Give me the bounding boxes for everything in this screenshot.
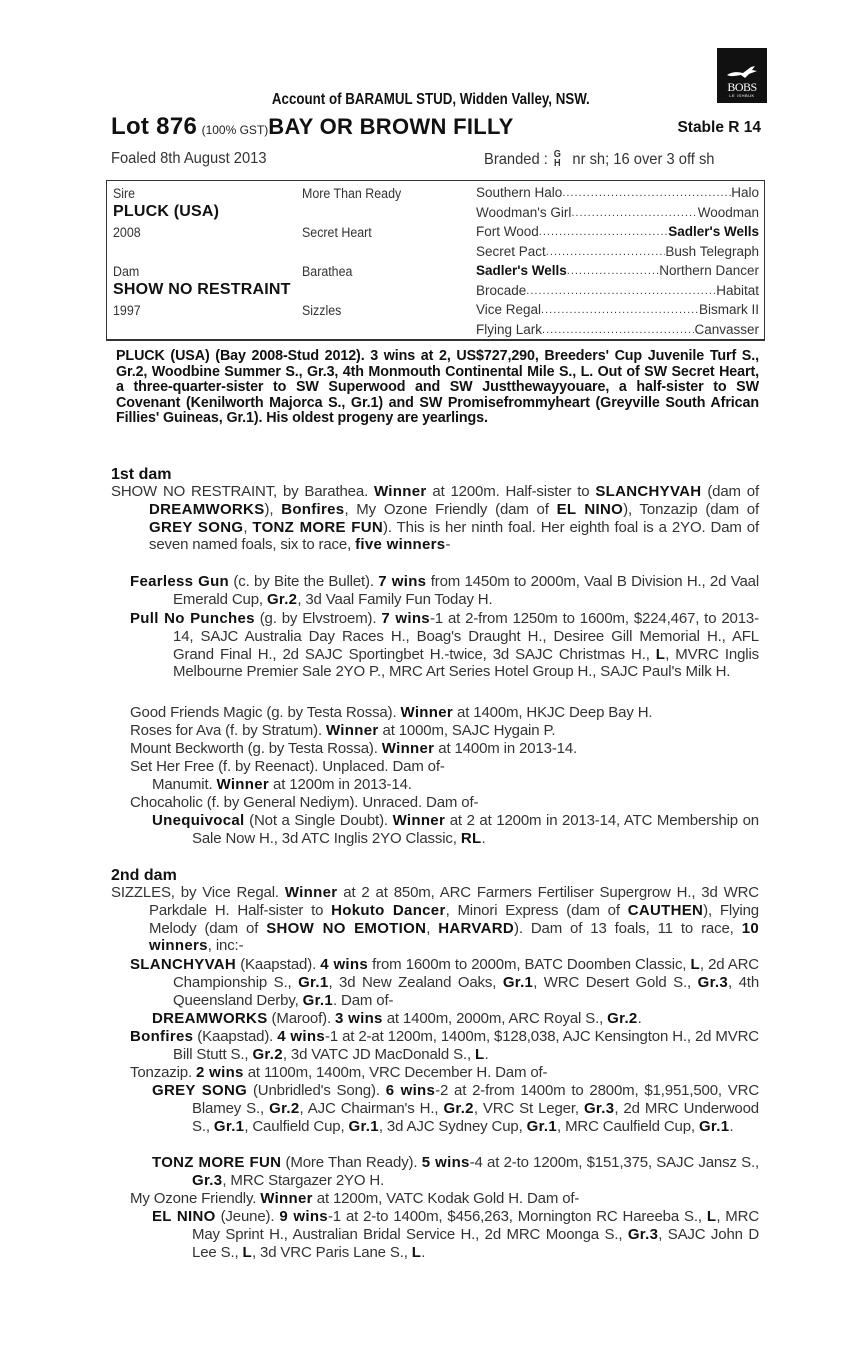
branded-label: Branded : bbox=[484, 151, 548, 168]
pedigree-table bbox=[106, 180, 765, 341]
gen3-row: Sadler's Wells ..... Northern Dancer bbox=[476, 263, 759, 278]
branded-detail: nr sh; 16 over 3 off sh bbox=[572, 151, 715, 168]
first-dam-intro: SHOW NO RESTRAINT, by Barathea. Winner at 1200m. Half-sister to SLANCHYVAH (dam of DREAMWORKS), Bonfires, My Ozone Friendly (dam of EL NINO), Tonzazip (dam of GREY SONG, TONZ MORE FUN). This is her ninth foal. Her eighth foal is a 2YO. Dam of seven named foals, six to race, five winners- bbox=[111, 483, 759, 554]
grandfoal: EL NINO (Jeune). 9 wins-1 at 2-to 1400m, $456,263, Mornington RC Hareeba S., L, MRC May Sprint H., Australian Bridal Service H., 2d MRC Moonga S., Gr.3, SAJC John D Lee S., L, 3d VRC Paris Lane S., L. bbox=[152, 1208, 760, 1261]
grandfoal: GREY SONG (Unbridled's Song). 6 wins-2 at 2-from 1400m to 2800m, $1,951,500, VRC Blamey S., Gr.2, AJC Chairman's H., Gr.2, VRC St Leger, Gr.3, 2d MRC Underwood S., Gr.1, Caulfield Cup, Gr.1, 3d AJC Sydney Cup, Gr.1, MRC Caulfield Cup, Gr.1. bbox=[152, 1082, 760, 1135]
grandfoal: Manumit. Winner at 1200m in 2013-14. bbox=[152, 776, 412, 793]
bird-icon bbox=[725, 63, 759, 81]
sire-dam: Secret Heart bbox=[302, 225, 372, 240]
lot-line bbox=[111, 113, 761, 141]
first-dam-foal: Chocaholic (f. by General Nediym). Unraced. Dam of- bbox=[130, 794, 479, 811]
gen3-row: Vice Regal ..... Bismark II bbox=[476, 302, 759, 317]
second-dam-heading: 2nd dam bbox=[111, 867, 177, 884]
vendor-account: Account of BARAMUL STUD, Widden Valley, NSW. bbox=[271, 91, 590, 108]
first-dam-foal: Mount Beckworth (g. by Testa Rossa). Winner at 1400m in 2013-14. bbox=[130, 740, 578, 757]
gen3-row: Fort Wood ..... Sadler's Wells bbox=[476, 224, 759, 239]
dam-sire: Barathea bbox=[302, 264, 353, 279]
gen3-row: Woodman's Girl ..... Woodman bbox=[476, 205, 759, 220]
dam-name: SHOW NO RESTRAINT bbox=[113, 281, 291, 298]
dam-dam: Sizzles bbox=[302, 303, 342, 318]
first-dam-foal: Good Friends Magic (g. by Testa Rossa). Winner at 1400m, HKJC Deep Bay H. bbox=[130, 704, 653, 721]
first-dam-foal: Pull No Punches (g. by Elvstroem). 7 wins-1 at 2-from 1250m to 1600m, $224,467, to 2013-14, SAJC Australia Day Races H., Boag's Draught H., Desiree Gill Memorial H., AFL Grand Final H., 2d SAJC Sportingbet H.-twice, 3d SAJC Christmas H., L, MVRC Inglis Melbourne Premier Sale 2YO P., MRC Art Series Hotel Group H., SAJC Paul's Milk H. bbox=[130, 610, 759, 681]
gen3-row: Flying Lark ..... Canvasser bbox=[476, 322, 759, 337]
second-dam-intro: SIZZLES, by Vice Regal. Winner at 2 at 850m, ARC Farmers Fertiliser Supergrow H., 3d WRC Parkdale H. Half-sister to Hokuto Dancer, Minori Express (dam of CAUTHEN), Flying Melody (dam of SHOW NO EMOTION, HARVARD). Dam of 13 foals, 11 to race, 10 winners, inc:- bbox=[111, 884, 759, 955]
first-dam-heading: 1st dam bbox=[111, 466, 172, 483]
sire-label: Sire bbox=[113, 186, 136, 201]
sire-notes: PLUCK (USA) (Bay 2008-Stud 2012). 3 wins at 2, US$727,290, Breeders' Cup Juvenile Turf S., Gr.2, Woodbine Summer S., Gr.3, 4th Monmouth Continental Mile S., L. Out of SW Secret Heart, a three-quarter-sister to SW Superwood and SW Justthewayyouare, a half-sister to SW Covenant (Kenilworth Majorca S., Gr.1) and SW Promisefrommyheart (Greyville South African Fillies' Guineas, Gr.1). His oldest progeny are yearlings. bbox=[116, 348, 759, 426]
grandfoal: TONZ MORE FUN (More Than Ready). 5 wins-4 at 2-to 1200m, $151,375, SAJC Jansz S., Gr.3, MRC Stargazer 2YO H. bbox=[152, 1154, 760, 1189]
second-dam-foal: Bonfires (Kaapstad). 4 wins-1 at 2-at 1200m, 1400m, $128,038, AJC Kensington H., 2d MVRC Bill Stutt S., Gr.2, 3d VATC JD MacDonald S., L. bbox=[130, 1028, 759, 1063]
second-dam-foal: My Ozone Friendly. Winner at 1200m, VATC Kodak Gold H. Dam of- bbox=[130, 1190, 580, 1207]
stable-location: Stable R 14 bbox=[677, 119, 761, 136]
dam-label: Dam bbox=[113, 264, 140, 279]
dam-year: 1997 bbox=[113, 303, 141, 318]
gen3-row: Brocade ..... Habitat bbox=[476, 283, 759, 298]
first-dam-foal: Roses for Ava (f. by Stratum). Winner at 1000m, SAJC Hygain P. bbox=[130, 722, 556, 739]
gen3-row: Southern Halo ..... Halo bbox=[476, 185, 759, 200]
lot-number: Lot 876 bbox=[111, 113, 198, 140]
logo-subtext: LE ISHBUK bbox=[729, 93, 755, 98]
grandfoal: DREAMWORKS (Maroof). 3 wins at 1400m, 2000m, ARC Royal S., Gr.2. bbox=[152, 1010, 642, 1027]
foaled-date: Foaled 8th August 2013 bbox=[111, 150, 267, 167]
sire-name: PLUCK (USA) bbox=[113, 203, 220, 220]
branding bbox=[484, 150, 715, 169]
gst-note: (100% GST) bbox=[201, 123, 269, 137]
grandfoal: Unequivocal (Not a Single Doubt). Winner at 2 at 1200m in 2013-14, ATC Membership on Sale Now H., 3d ATC Inglis 2YO Classic, RL. bbox=[152, 812, 759, 847]
logo-text: BOBS bbox=[727, 80, 757, 94]
sire-year: 2008 bbox=[113, 225, 141, 240]
horse-description: BAY OR BROWN FILLY bbox=[268, 114, 514, 139]
first-dam-foal: Fearless Gun (c. by Bite the Bullet). 7 wins from 1450m to 2000m, Vaal B Division H., 2d Vaal Emerald Cup, Gr.2, 3d Vaal Family Fun Today H. bbox=[130, 573, 760, 608]
gen3-row: Secret Pact ..... Bush Telegraph bbox=[476, 244, 759, 259]
brand-mark: G H bbox=[553, 149, 561, 169]
sire-sire: More Than Ready bbox=[302, 186, 402, 201]
second-dam-foal: SLANCHYVAH (Kaapstad). 4 wins from 1600m to 2000m, BATC Doomben Classic, L, 2d ARC Championship S., Gr.1, 3d New Zealand Oaks, Gr.1, WRC Desert Gold S., Gr.3, 4th Queensland Derby, Gr.1. Dam of- bbox=[130, 956, 760, 1009]
second-dam-foal: Tonzazip. 2 wins at 1100m, 1400m, VRC December H. Dam of- bbox=[130, 1064, 548, 1081]
first-dam-foal: Set Her Free (f. by Reenact). Unplaced. Dam of- bbox=[130, 758, 445, 775]
